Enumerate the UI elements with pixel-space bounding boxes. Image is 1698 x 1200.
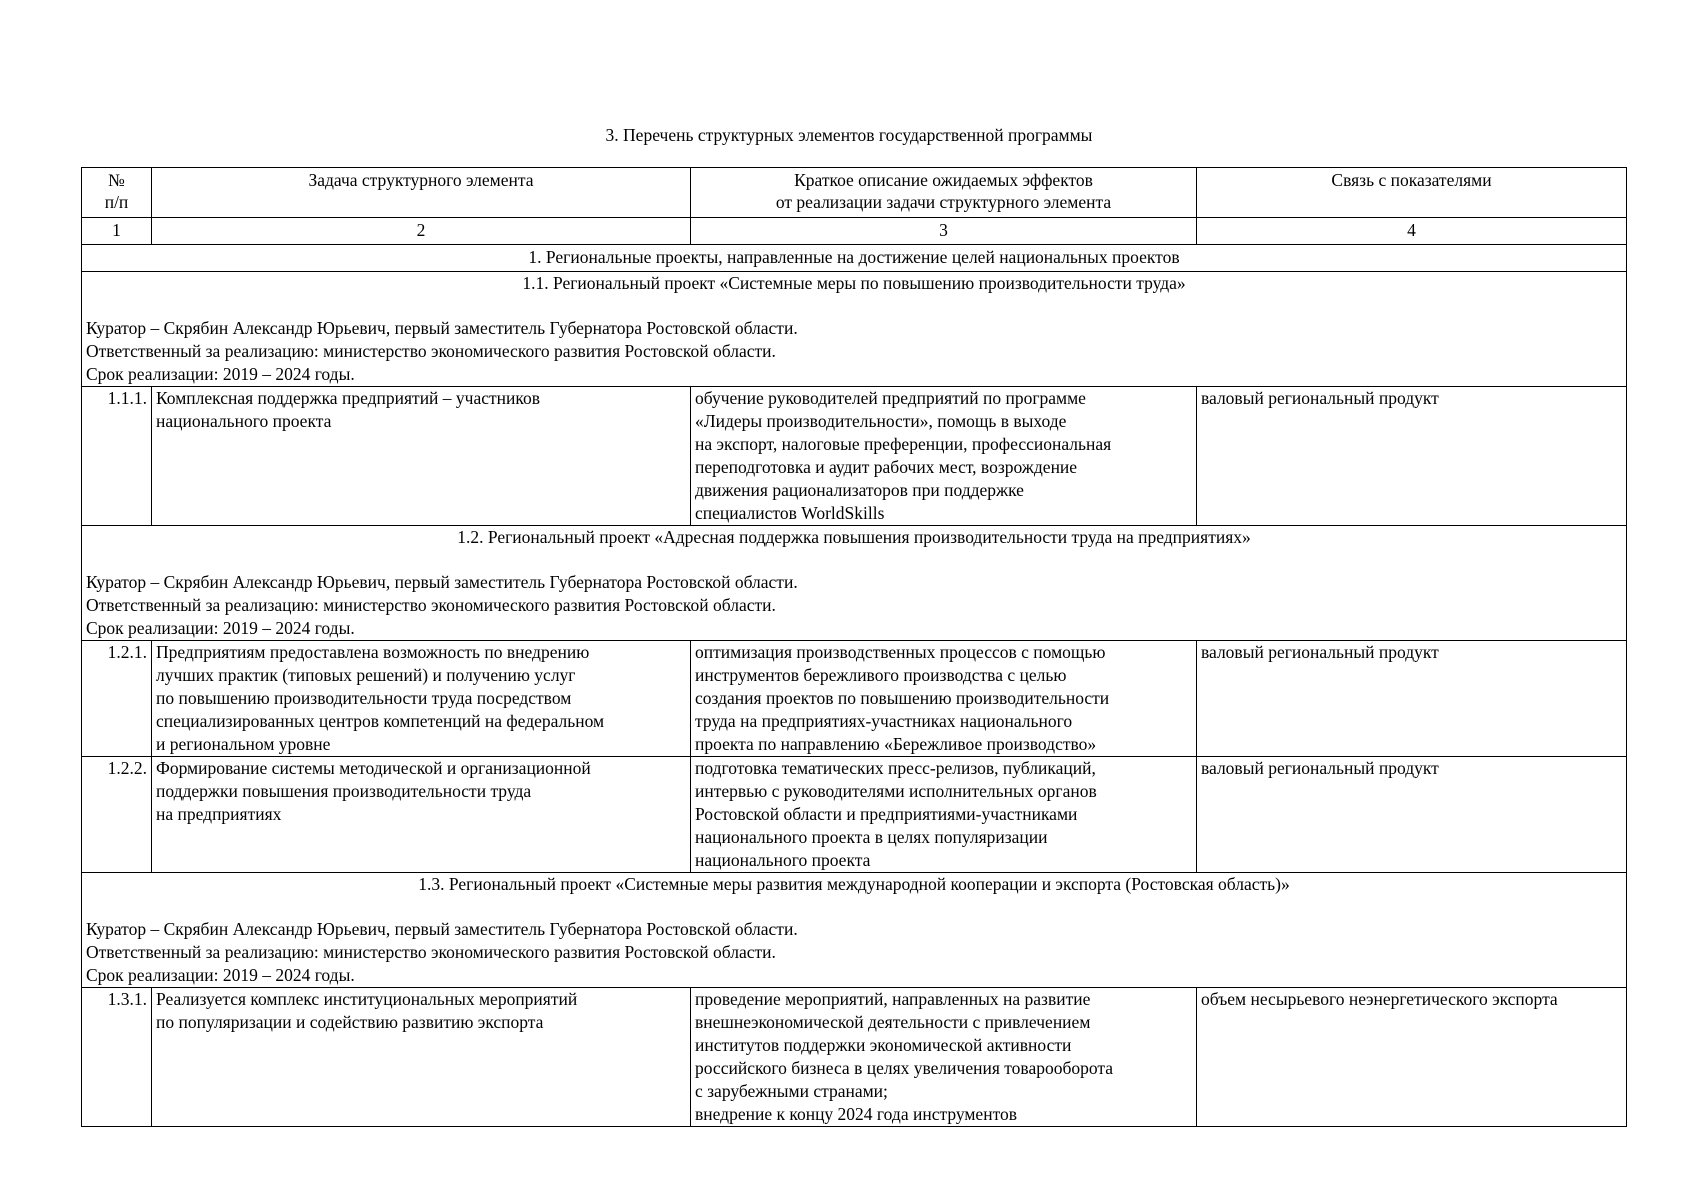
header-number: № п/п (82, 168, 152, 218)
table-header-row (82, 168, 1627, 218)
structural-elements-table (81, 167, 1627, 1127)
row-task: Формирование системы методической и организационной поддержки повышения производительности труда на предприятиях (152, 757, 691, 873)
header-indicators: Связь с показателями (1197, 168, 1627, 218)
page-title: 3. Перечень структурных элементов государственной программы (605, 125, 1093, 145)
row-number: 1.2.2. (82, 757, 152, 873)
row-indicators: валовый региональный продукт (1197, 387, 1627, 526)
row-effects: подготовка тематических пресс-релизов, публикаций, интервью с руководителями исполнительных органов Ростовской области и предприятиями-участниками национального проекта в целях популяризации национального проекта (691, 757, 1197, 873)
column-number: 2 (152, 218, 691, 245)
project-info (82, 272, 1627, 387)
project-header-row (82, 873, 1627, 988)
table-row (82, 757, 1627, 873)
project-title: 1.1. Региональный проект «Системные меры по повышению производительности труда» (522, 273, 1186, 293)
column-number: 1 (82, 218, 152, 245)
project-header-row (82, 526, 1627, 641)
column-number: 4 (1197, 218, 1627, 245)
project-curator: Куратор – Скрябин Александр Юрьевич, первый заместитель Губернатора Ростовской области. (86, 919, 798, 939)
row-effects: оптимизация производственных процессов с помощью инструментов бережливого производства с целью создания проектов по повышению производительности труда на предприятиях-участниках национального проекта по направлению «Бережливое производство» (691, 641, 1197, 757)
project-title: 1.3. Региональный проект «Системные меры развития международной кооперации и экспорта (Ростовская область)» (418, 874, 1290, 894)
project-title: 1.2. Региональный проект «Адресная поддержка повышения производительности труда на предприятиях» (457, 527, 1251, 547)
project-term: Срок реализации: 2019 – 2024 годы. (86, 618, 355, 638)
table-row (82, 988, 1627, 1127)
row-number: 1.1.1. (82, 387, 152, 526)
row-number: 1.2.1. (82, 641, 152, 757)
column-number-row (82, 218, 1627, 245)
row-number: 1.3.1. (82, 988, 152, 1127)
table-row (82, 641, 1627, 757)
header-task: Задача структурного элемента (152, 168, 691, 218)
section-row (82, 245, 1627, 272)
project-responsible: Ответственный за реализацию: министерство экономического развития Ростовской области. (86, 942, 776, 962)
row-indicators: валовый региональный продукт (1197, 641, 1627, 757)
section-title: 1. Региональные проекты, направленные на достижение целей национальных проектов (82, 245, 1627, 272)
table-row (82, 387, 1627, 526)
row-task: Реализуется комплекс институциональных мероприятий по популяризации и содействию развитию экспорта (152, 988, 691, 1127)
project-responsible: Ответственный за реализацию: министерство экономического развития Ростовской области. (86, 341, 776, 361)
project-term: Срок реализации: 2019 – 2024 годы. (86, 965, 355, 985)
project-header-row (82, 272, 1627, 387)
project-responsible: Ответственный за реализацию: министерство экономического развития Ростовской области. (86, 595, 776, 615)
row-effects: проведение мероприятий, направленных на развитие внешнеэкономической деятельности с привлечением институтов поддержки экономической активности российского бизнеса в целях увеличения товарооборота с зарубежными странами; внедрение к концу 2024 года инструментов (691, 988, 1197, 1127)
project-curator: Куратор – Скрябин Александр Юрьевич, первый заместитель Губернатора Ростовской области. (86, 318, 798, 338)
project-info (82, 873, 1627, 988)
project-curator: Куратор – Скрябин Александр Юрьевич, первый заместитель Губернатора Ростовской области. (86, 572, 798, 592)
row-indicators: объем несырьевого неэнергетического экспорта (1197, 988, 1627, 1127)
row-indicators: валовый региональный продукт (1197, 757, 1627, 873)
row-effects: обучение руководителей предприятий по программе «Лидеры производительности», помощь в выходе на экспорт, налоговые преференции, профессиональная переподготовка и аудит рабочих мест, возрождение движения рационализаторов при поддержке специалистов WorldSkills (691, 387, 1197, 526)
row-task: Предприятиям предоставлена возможность по внедрению лучших практик (типовых решений) и получению услуг по повышению производительности труда посредством специализированных центров компетенций на федеральном и региональном уровне (152, 641, 691, 757)
header-effects: Краткое описание ожидаемых эффектов от реализации задачи структурного элемента (691, 168, 1197, 218)
column-number: 3 (691, 218, 1197, 245)
row-task: Комплексная поддержка предприятий – участников национального проекта (152, 387, 691, 526)
project-info (82, 526, 1627, 641)
project-term: Срок реализации: 2019 – 2024 годы. (86, 364, 355, 384)
